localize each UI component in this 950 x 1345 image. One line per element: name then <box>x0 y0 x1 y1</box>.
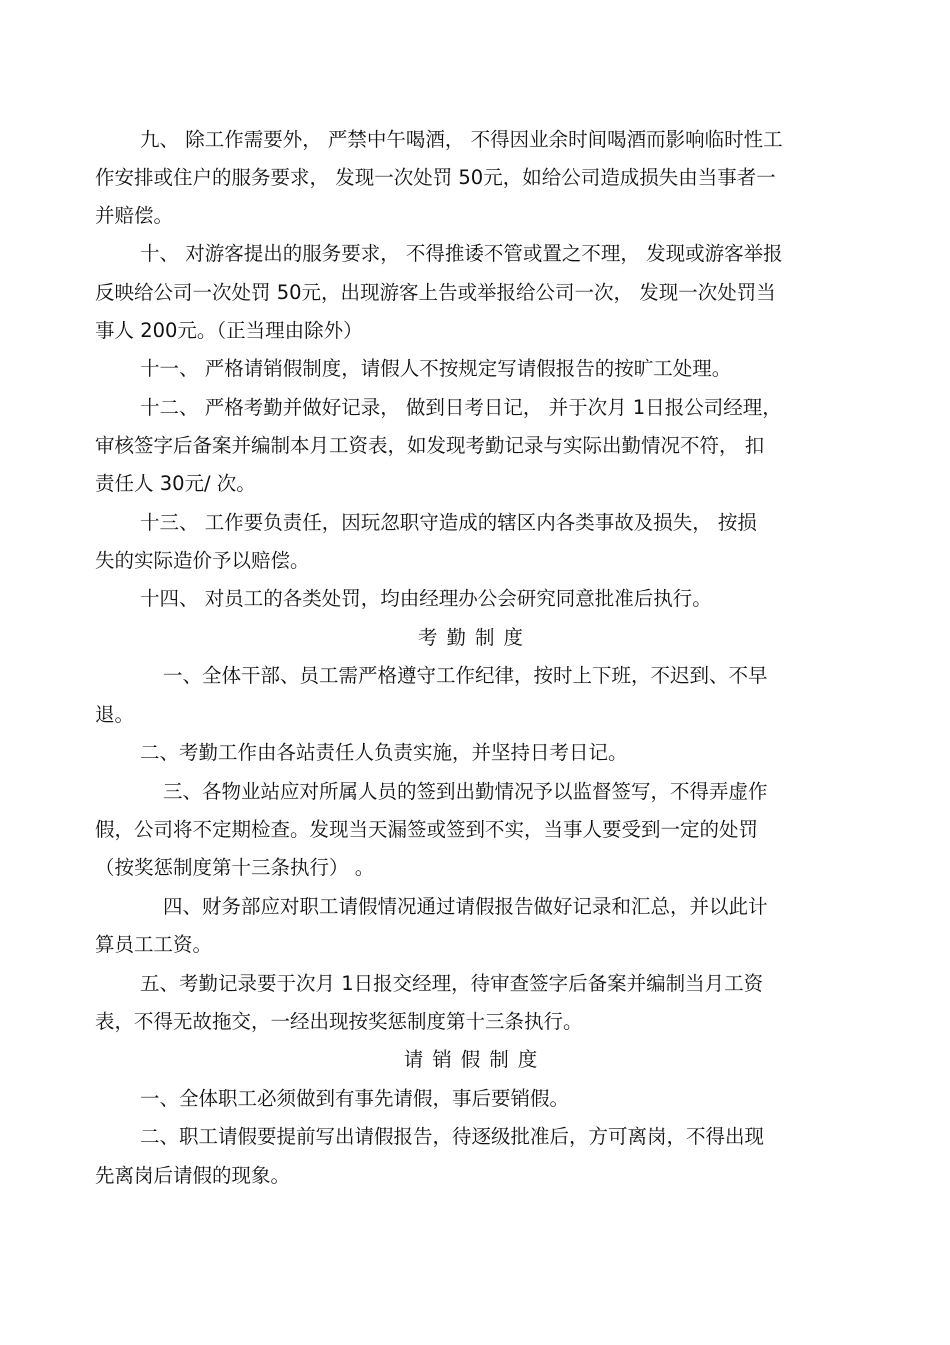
text-line: 十一、 严格请销假制度，请假人不按规定写请假报告的按旷工处理。 <box>140 357 732 380</box>
text-line: 一、全体干部、员工需严格遵守工作纪律，按时上下班，不迟到、不早 <box>163 664 768 687</box>
text-line: 表，不得无故拖交，一经出现按奖惩制度第十三条执行。 <box>95 1010 583 1033</box>
text-line: 二、考勤工作由各站责任人负责实施，并坚持日考日记。 <box>140 741 628 764</box>
text-line: 作安排或住户的服务要求， 发现一次处罚 50元，如给公司造成损失由当事者一 <box>95 166 776 189</box>
text-line: 五、考勤记录要于次月 1日报交经理，待审查签字后备案并编制当月工资 <box>140 972 764 995</box>
text-line: 先离岗后请假的现象。 <box>95 1164 291 1187</box>
text-line: 十、 对游客提出的服务要求， 不得推诿不管或置之不理， 发现或游客举报 <box>140 242 783 265</box>
text-line: 失的实际造价予以赔偿。 <box>95 549 310 572</box>
text-line: 一、全体职工必须做到有事先请假，事后要销假。 <box>140 1087 570 1110</box>
text-line: 算员工工资。 <box>95 933 213 956</box>
text-line: 退。 <box>95 703 135 726</box>
text-line: 四、财务部应对职工请假情况通过请假报告做好记录和汇总，并以此计 <box>163 895 768 918</box>
text-line: 责任人 30元/ 次。 <box>95 472 256 495</box>
text-line: 九、 除工作需要外， 严禁中午喝酒， 不得因业余时间喝酒而影响临时性工 <box>140 128 783 151</box>
text-line: 事人 200元。（正当理由除外） <box>95 319 363 342</box>
text-line: 并赔偿。 <box>95 204 174 227</box>
text-line: 二、职工请假要提前写出请假报告，待逐级批准后，方可离岗，不得出现 <box>140 1125 765 1148</box>
section-heading-leave: 请销假制度 <box>403 1048 547 1071</box>
text-line: 审核签字后备案并编制本月工资表，如发现考勤记录与实际出勤情况不符， 扣 <box>95 434 765 457</box>
section-heading-attendance: 考勤制度 <box>417 626 532 649</box>
text-line: （按奖惩制度第十三条执行） 。 <box>95 856 375 879</box>
text-line: 十三、 工作要负责任，因玩忽职守造成的辖区内各类事故及损失， 按损 <box>140 511 757 534</box>
text-line: 反映给公司一次处罚 50元，出现游客上告或举报给公司一次， 发现一次处罚当 <box>95 281 776 304</box>
text-line: 十二、 严格考勤并做好记录， 做到日考日记， 并于次月 1日报公司经理， <box>140 396 782 419</box>
text-line: 三、各物业站应对所属人员的签到出勤情况予以监督签写，不得弄虚作 <box>163 780 768 803</box>
text-line: 假，公司将不定期检查。发现当天漏签或签到不实，当事人要受到一定的处罚 <box>95 818 759 841</box>
text-line: 十四、 对员工的各类处罚，均由经理办公会研究同意批准后执行。 <box>140 587 712 610</box>
